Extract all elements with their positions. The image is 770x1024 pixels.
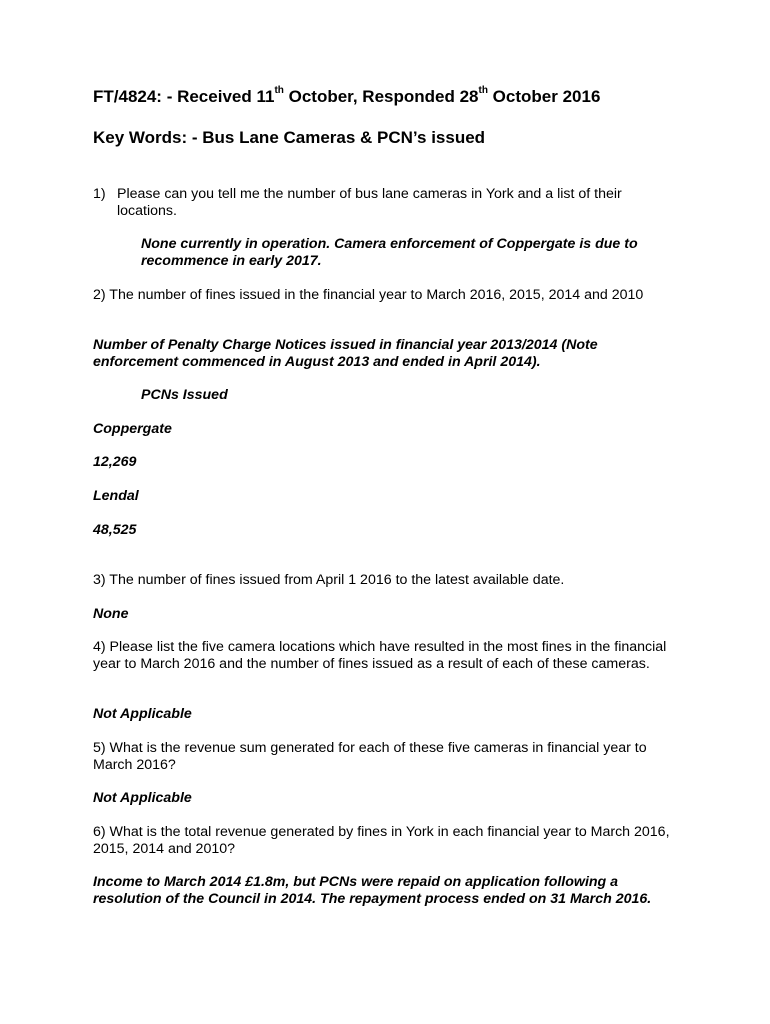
answer-3: None <box>93 606 129 622</box>
answer-4: Not Applicable <box>93 706 192 722</box>
answer-1: None currently in operation. Camera enforcement of Coppergate is due to recommence in early 2017. <box>141 236 638 269</box>
question-text: Please can you tell me the number of bus lane cameras in York and a list of their locations. <box>117 186 622 219</box>
count-coppergate: 12,269 <box>93 454 137 470</box>
answer-6: Income to March 2014 £1.8m, but PCNs were repaid on application following a resolution of the Council in 2014. The repayment process ended on 31 March 2016. <box>93 874 652 907</box>
location-coppergate: Coppergate <box>93 421 172 437</box>
question-number: 1) <box>93 186 106 202</box>
question-5: 5) What is the revenue sum generated for each of these five cameras in financial year to March 2016? <box>93 740 647 773</box>
location-lendal: Lendal <box>93 488 139 504</box>
question-4: 4) Please list the five camera locations which have resulted in the most fines in the financial year to March 2016 and the number of fines issued as a result of each of these cameras. <box>93 639 667 672</box>
reference-text: October 2016 <box>487 87 601 106</box>
keywords-heading: Key Words: - Bus Lane Cameras & PCN’s issued <box>93 128 486 147</box>
question-3: 3) The number of fines issued from April 1 2016 to the latest available date. <box>93 572 565 588</box>
reference-heading <box>93 87 600 107</box>
ordinal-suffix: th <box>274 85 284 97</box>
ordinal-suffix: th <box>478 85 488 97</box>
question-6: 6) What is the total revenue generated by fines in York in each financial year to March 2016, 2015, 2014 and 2010? <box>93 824 670 857</box>
count-lendal: 48,525 <box>93 522 137 538</box>
reference-text: FT/4824: - Received 11 <box>93 87 275 106</box>
reference-text: October, Responded 28 <box>283 87 479 106</box>
question-2: 2) The number of fines issued in the financial year to March 2016, 2015, 2014 and 2010 <box>93 287 644 303</box>
answer-2-intro: Number of Penalty Charge Notices issued in financial year 2013/2014 (Note enforcement commenced in August 2013 and ended in April 2014). <box>93 337 598 370</box>
table-header: PCNs Issued <box>141 387 228 403</box>
question-1 <box>93 186 678 220</box>
answer-5: Not Applicable <box>93 790 192 806</box>
